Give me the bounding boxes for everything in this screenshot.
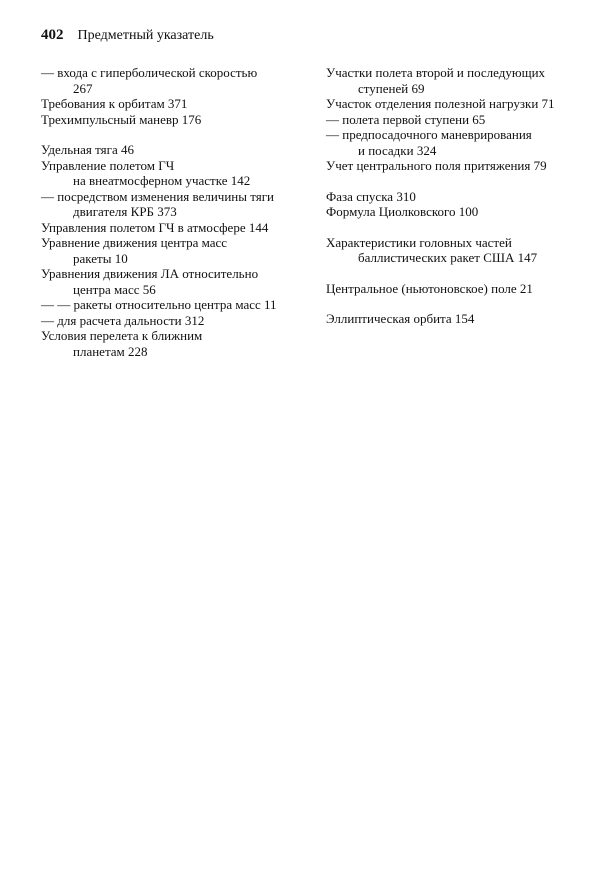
- index-entry-continuation: и посадки 324: [358, 142, 437, 158]
- index-entry-continuation: двигателя КРБ 373: [73, 204, 177, 219]
- index-entry-continuation: ступеней 69: [358, 80, 425, 96]
- index-entry: Требования к орбитам 371: [41, 96, 188, 111]
- index-entry: — входа с гиперболической скоростью: [41, 65, 258, 80]
- index-group: [326, 311, 576, 327]
- index-group: [326, 235, 576, 266]
- index-group: [326, 281, 576, 297]
- index-entry: Условия перелета к ближним: [41, 328, 203, 343]
- index-entry: Управление полетом ГЧ: [41, 157, 175, 173]
- page-title: Предметный указатель: [77, 28, 214, 43]
- index-group: [326, 65, 576, 174]
- index-entry: — — ракеты относительно центра масс 11: [41, 297, 277, 312]
- index-entry: — предпосадочного маневрирования: [326, 127, 532, 142]
- index-entry: Характеристики головных частей: [326, 234, 512, 250]
- index-entry-continuation: планетам 228: [73, 343, 148, 359]
- page-header: [41, 26, 214, 45]
- index-entry: — посредством изменения величины тяги: [41, 188, 275, 204]
- index-group: [326, 189, 576, 220]
- index-entry: Участки полета второй и последующих: [326, 65, 546, 80]
- index-column-left: [41, 65, 291, 374]
- index-entry: — для расчета дальности 312: [41, 312, 205, 328]
- index-entry: Уравнение движения центра масс: [41, 235, 228, 250]
- index-entry: Трехимпульсный маневр 176: [41, 111, 202, 127]
- index-group: [41, 65, 291, 127]
- index-entry: Удельная тяга 46: [41, 142, 134, 157]
- index-entry: Управления полетом ГЧ в атмосфере 144: [41, 219, 269, 235]
- index-column-right: [326, 65, 576, 342]
- index-entry: Фаза спуска 310: [326, 188, 416, 204]
- index-entry-continuation: баллистических ракет США 147: [358, 250, 538, 265]
- index-entry-continuation: 267: [73, 80, 93, 96]
- index-entry: Формула Циолковского 100: [326, 204, 479, 219]
- index-group: [41, 142, 291, 359]
- index-entry: Участок отделения полезной нагрузки 71: [326, 96, 555, 111]
- index-entry: Учет центрального поля притяжения 79: [326, 158, 547, 173]
- index-entry-continuation: центра масс 56: [73, 281, 156, 297]
- index-entry-continuation: на внеатмосферном участке 142: [73, 173, 251, 188]
- index-entry: — полета первой ступени 65: [326, 111, 486, 127]
- index-entry: Центральное (ньютоновское) поле 21: [326, 280, 533, 296]
- page-number: 402: [41, 27, 64, 43]
- index-entry-continuation: ракеты 10: [73, 250, 128, 266]
- index-entry: Эллиптическая орбита 154: [326, 311, 475, 326]
- index-entry: Уравнения движения ЛА относительно: [41, 266, 259, 281]
